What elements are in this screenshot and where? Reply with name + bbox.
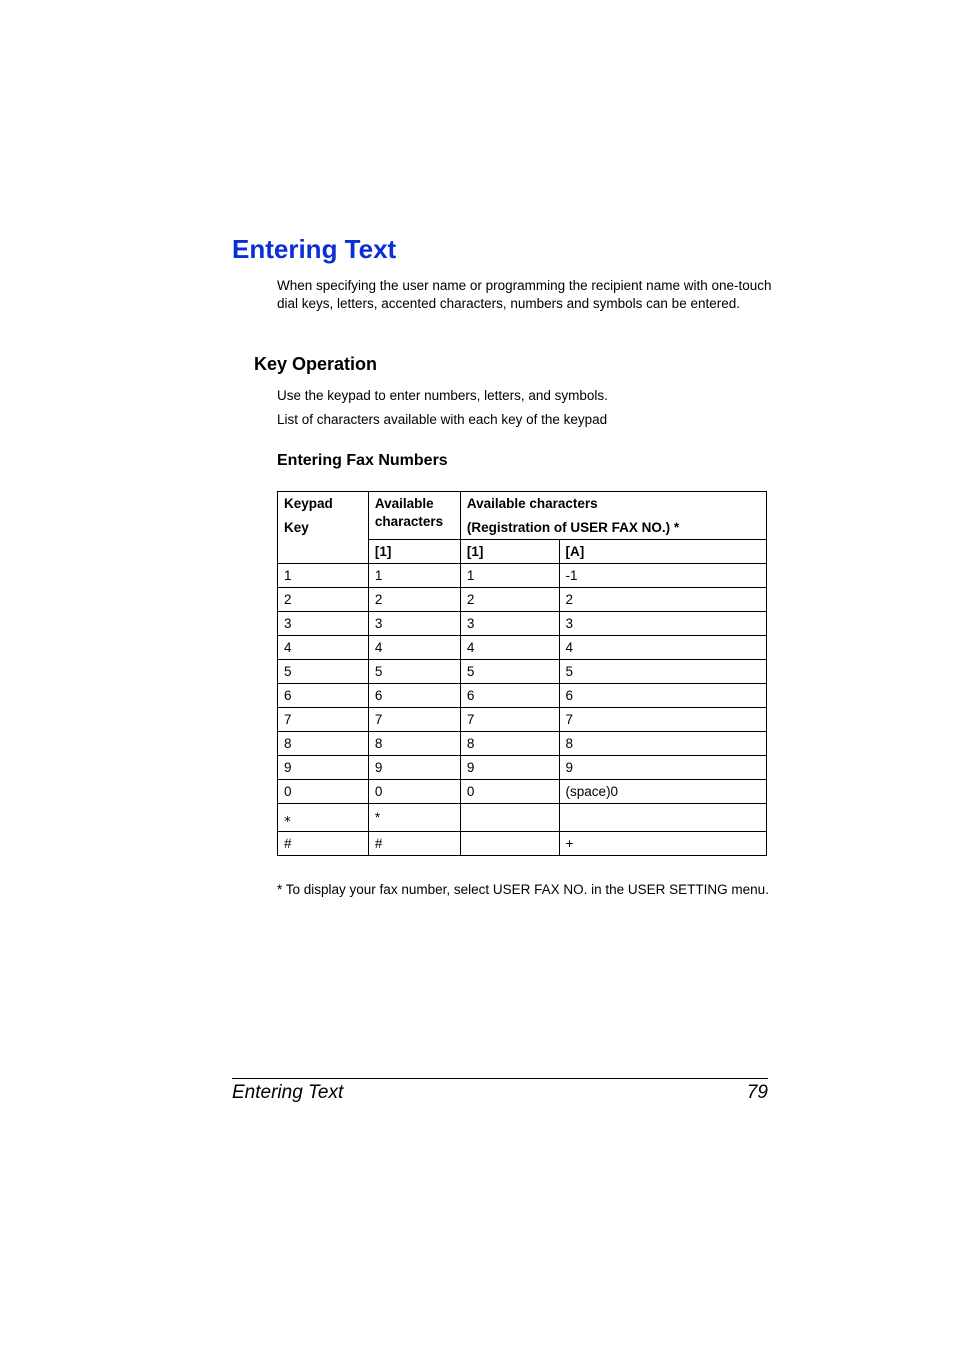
table-cell: 5: [460, 660, 559, 684]
table-row: [278, 780, 767, 804]
table-cell: -1: [559, 564, 766, 588]
table-cell: ⁎: [278, 804, 369, 832]
table-row: [278, 612, 767, 636]
table-row: [278, 660, 767, 684]
table-cell: [559, 804, 766, 832]
table-cell: (space)0: [559, 780, 766, 804]
intro-paragraph: When specifying the user name or programming the recipient name with one-touch dial keys, letters, accented characters, numbers and symbols can be entered.: [277, 278, 772, 311]
table-cell: +: [559, 832, 766, 856]
table-cell: 7: [460, 708, 559, 732]
table-cell: 1: [368, 564, 460, 588]
key-operation-paragraph-1: Use the keypad to enter numbers, letters, and symbols.: [277, 388, 608, 403]
table-cell: 4: [368, 636, 460, 660]
table-cell: 7: [559, 708, 766, 732]
table-cell: 8: [278, 732, 369, 756]
header-registration-line2: (Registration of USER FAX NO.) *: [466, 520, 680, 535]
table-cell: 4: [278, 636, 369, 660]
table-cell: 9: [559, 756, 766, 780]
table-row: [278, 588, 767, 612]
key-operation-paragraph-2: List of characters available with each key of the keypad: [277, 412, 608, 427]
table-cell: 3: [368, 612, 460, 636]
table-cell: 3: [460, 612, 559, 636]
header-available-line2: characters: [374, 514, 444, 529]
table-cell: 9: [460, 756, 559, 780]
header-keypad-line2: Key: [284, 520, 309, 535]
subheader-col3: [1]: [460, 540, 559, 564]
table-cell: 8: [368, 732, 460, 756]
table-cell: 7: [368, 708, 460, 732]
fax-numbers-heading: Entering Fax Numbers: [277, 452, 448, 469]
table-row: [278, 756, 767, 780]
table-cell: 9: [368, 756, 460, 780]
header-keypad-key: [278, 492, 369, 564]
table-cell: 4: [460, 636, 559, 660]
table-cell: 9: [278, 756, 369, 780]
table-cell: 0: [460, 780, 559, 804]
table-cell: 2: [368, 588, 460, 612]
table-cell: 2: [460, 588, 559, 612]
table-cell: 5: [278, 660, 369, 684]
table-row: [278, 832, 767, 856]
header-registration-line1: Available characters: [466, 496, 598, 511]
table-cell: 6: [460, 684, 559, 708]
table-footnote: * To display your fax number, select USER FAX NO. in the USER SETTING menu.: [277, 882, 769, 897]
table-cell: 3: [278, 612, 369, 636]
table-cell: 4: [559, 636, 766, 660]
key-operation-heading: Key Operation: [254, 354, 378, 374]
table-body: [278, 564, 767, 856]
table-cell: *: [368, 804, 460, 832]
table-cell: 3: [559, 612, 766, 636]
table-cell: 6: [278, 684, 369, 708]
page-number: 79: [746, 1082, 768, 1103]
table-cell: 2: [278, 588, 369, 612]
table-row: [278, 684, 767, 708]
table-cell: 8: [460, 732, 559, 756]
fax-characters-table: [277, 491, 767, 856]
table-cell: 0: [278, 780, 369, 804]
footer-divider: [232, 1078, 768, 1079]
table-row: [278, 564, 767, 588]
page-title: Entering Text: [232, 234, 397, 264]
table-cell: [460, 804, 559, 832]
table-row: [278, 804, 767, 832]
table-cell: 2: [559, 588, 766, 612]
table-cell: 7: [278, 708, 369, 732]
header-available-line1: Available: [374, 496, 434, 511]
table-cell: 1: [278, 564, 369, 588]
table-cell: 6: [368, 684, 460, 708]
table-row: [278, 636, 767, 660]
header-registration: [460, 492, 766, 540]
table-cell: 5: [559, 660, 766, 684]
table-cell: [460, 832, 559, 856]
subheader-col2: [1]: [368, 540, 460, 564]
table-cell: #: [368, 832, 460, 856]
footer-title: Entering Text: [232, 1082, 344, 1103]
table-cell: 8: [559, 732, 766, 756]
table-cell: 0: [368, 780, 460, 804]
header-keypad-line1: Keypad: [284, 496, 333, 511]
subheader-col4: [A]: [559, 540, 766, 564]
table-cell: 6: [559, 684, 766, 708]
table-cell: #: [278, 832, 369, 856]
table-row: [278, 732, 767, 756]
table-cell: 1: [460, 564, 559, 588]
header-available-characters: [368, 492, 460, 540]
table-cell: 5: [368, 660, 460, 684]
table-row: [278, 708, 767, 732]
